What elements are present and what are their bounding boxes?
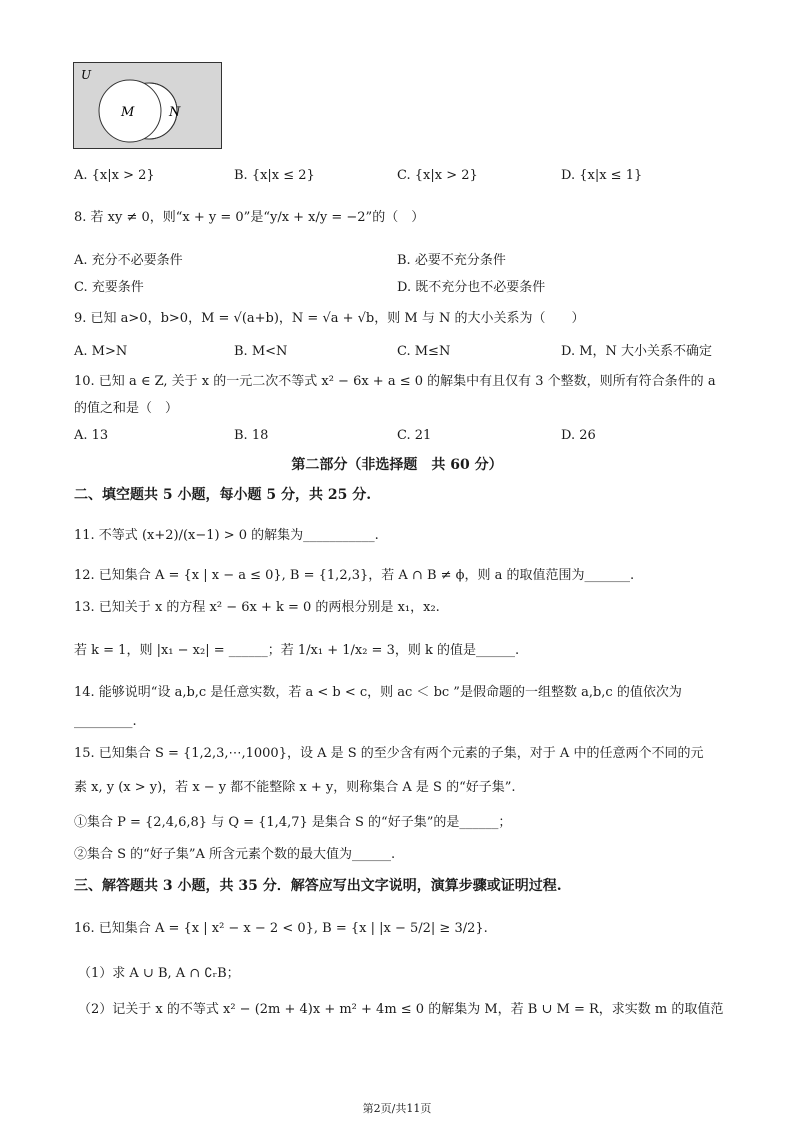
q10-option-d: D. 26 [561, 428, 596, 443]
q10-option-c: C. 21 [397, 428, 432, 443]
q12: 12. 已知集合 A = {x | x − a ≤ 0}, B = {1,2,3}，若 A ∩ B ≠ ϕ，则 a 的取值范围为_______. [74, 568, 635, 583]
q9-stem: 9. 已知 a>0，b>0，M = √(a+b)，N = √a + √b，则 M 与 N 的大小关系为（ ） [74, 311, 585, 326]
q7-option-b: B. {x|x ≤ 2} [234, 168, 315, 183]
q8-option-d: D. 既不充分也不必要条件 [397, 280, 546, 295]
q16-line1: 16. 已知集合 A = {x | x² − x − 2 < 0}, B = {x | |x − 5/2| ≥ 3/2}. [74, 921, 488, 936]
q10-option-a: A. 13 [74, 428, 109, 443]
q9-option-c: C. M≤N [397, 344, 451, 359]
q13-line1: 13. 已知关于 x 的方程 x² − 6x + k = 0 的两根分别是 x₁，x₂. [74, 600, 440, 615]
q13-line2: 若 k = 1，则 |x₁ − x₂| = ______；若 1/x₁ + 1/x₂ = 3，则 k 的值是______. [74, 643, 520, 658]
q9-option-a: A. M>N [74, 344, 128, 359]
q7-option-d: D. {x|x ≤ 1} [561, 168, 643, 183]
q14-line1: 14. 能够说明“设 a,b,c 是任意实数，若 a < b < c，则 ac ＜ bc ”是假命题的一组整数 a,b,c 的值依次为 [74, 685, 682, 700]
section3-title: 三、解答题共 3 小题，共 35 分．解答应写出文字说明，演算步骤或证明过程. [74, 878, 562, 894]
q10-option-b: B. 18 [234, 428, 269, 443]
q8-option-b: B. 必要不充分条件 [397, 253, 506, 268]
q10-stem-line2: 的值之和是（ ） [74, 401, 179, 416]
q11: 11. 不等式 (x+2)/(x−1) > 0 的解集为___________. [74, 528, 379, 543]
q14-line2: _________. [74, 714, 137, 729]
q16-part1: （1）求 A ∪ B, A ∩ ∁ᵣB； [78, 966, 240, 981]
q15-line3: ①集合 P = {2,4,6,8} 与 Q = {1,4,7} 是集合 S 的“好子集”的是______； [74, 815, 512, 830]
q8-option-c: C. 充要条件 [74, 280, 144, 295]
venn-label-m: M [121, 105, 135, 120]
q10-stem-line1: 10. 已知 a ∈ Z, 关于 x 的一元二次不等式 x² − 6x + a ≤ 0 的解集中有且仅有 3 个整数，则所有符合条件的 a [74, 374, 716, 389]
q9-option-d: D. M，N 大小关系不确定 [561, 344, 713, 359]
q15-line4: ②集合 S 的“好子集”A 所含元素个数的最大值为______. [74, 847, 396, 862]
venn-label-u: U [81, 68, 92, 82]
venn-label-n: N [169, 105, 181, 120]
part2-title: 第二部分（非选择题 共 60 分） [291, 457, 503, 473]
page-footer: 第2页/共11页 [362, 1102, 432, 1115]
q7-option-a: A. {x|x > 2} [74, 168, 155, 183]
q8-option-a: A. 充分不必要条件 [74, 253, 183, 268]
venn-diagram [73, 62, 223, 150]
section2-title: 二、填空题共 5 小题，每小题 5 分，共 25 分. [74, 487, 372, 503]
q15-line1: 15. 已知集合 S = {1,2,3,⋯,1000}，设 A 是 S 的至少含有两个元素的子集，对于 A 中的任意两个不同的元 [74, 746, 704, 761]
q9-option-b: B. M<N [234, 344, 288, 359]
q8-stem: 8. 若 xy ≠ 0，则“x + y = 0”是“y/x + x/y = −2”的（ ） [74, 210, 425, 225]
q16-part2: （2）记关于 x 的不等式 x² − (2m + 4)x + m² + 4m ≤ 0 的解集为 M，若 B ∪ M = R，求实数 m 的取值范 [78, 1002, 724, 1017]
q7-option-c: C. {x|x > 2} [397, 168, 478, 183]
q15-line2: 素 x, y (x > y)，若 x − y 都不能整除 x + y，则称集合 A 是 S 的“好子集”. [74, 780, 516, 795]
